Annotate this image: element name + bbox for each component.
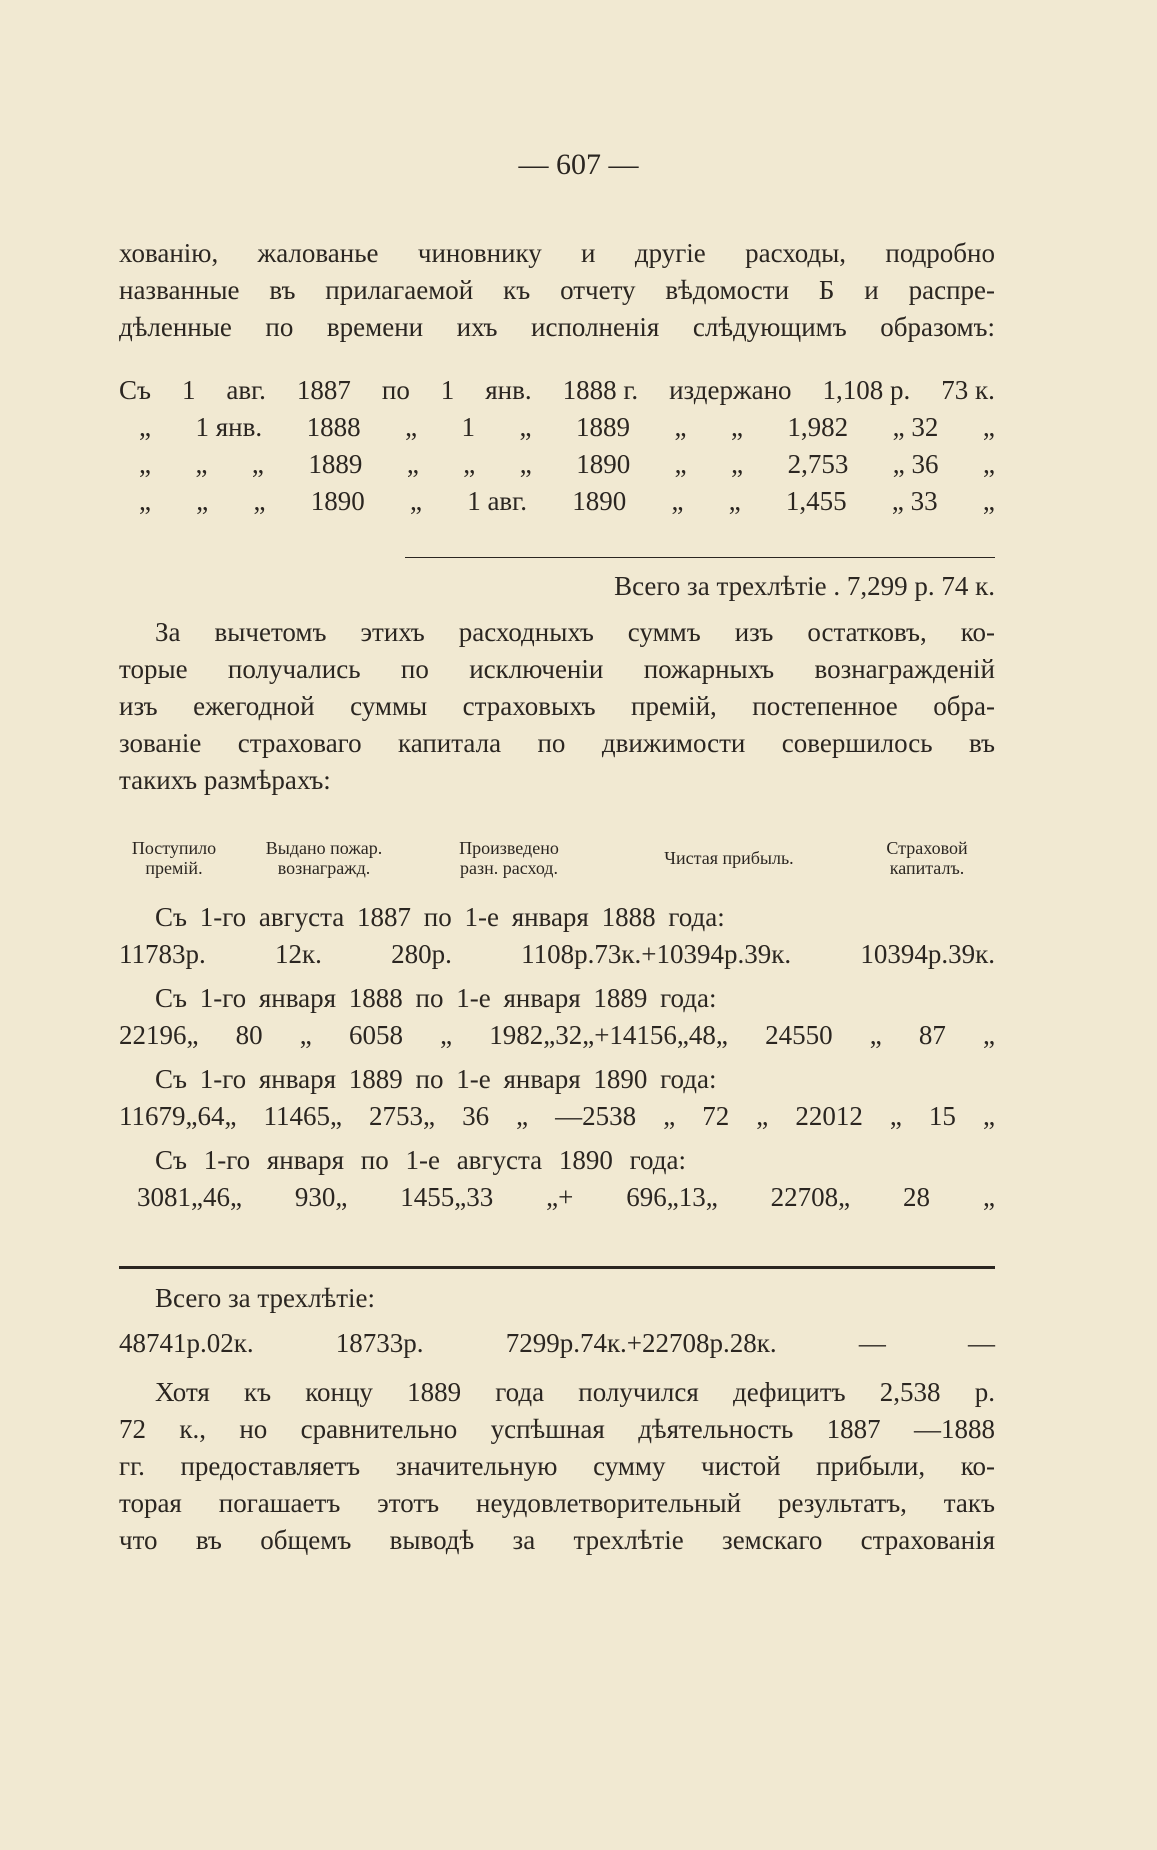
cell: 11679„64„ [119,1101,237,1131]
cell: 6058 [348,1020,403,1050]
header-col [629,848,829,868]
cell: 72 [702,1101,730,1131]
period-label: Съ 1-го января 1889 по 1-е января 1890 года: [155,1064,717,1094]
cell: 1108р.73к.+10394р.39к. [521,939,792,969]
text-line: зованіе страховаго капитала по движимости совершилось въ [119,728,995,758]
cell: 18733р. [335,1328,424,1358]
cell: „ [889,1101,902,1131]
table-headers [119,838,995,886]
cell: 2,753 [787,449,849,479]
cell: 1 [181,375,196,405]
final-paragraph [119,1374,995,1559]
text-line: названные въ прилагаемой къ отчету вѣдомости Б и распре- [119,275,995,305]
cell: 28 [903,1182,931,1212]
cell: 1,455 [785,486,847,516]
cell: 1890 [576,449,631,479]
cell: 1 янв. [195,412,263,442]
cell: —2538 [555,1101,637,1131]
cell: 280р. [391,939,452,969]
cell: по [381,375,410,405]
cell: „ [516,1101,529,1131]
cell: 1,982 [787,412,849,442]
cell: „ 36 [892,449,939,479]
text-line: такихъ размѣрахъ: [119,765,331,795]
cell: „ [440,1020,453,1050]
text-line: что въ общемъ выводѣ за трехлѣтіе земскаго страхованія [119,1525,995,1555]
period-values [119,1098,995,1135]
cell: 1888 [306,412,361,442]
text-line: торые получались по исключеніи пожарныхъ вознагражденій [119,654,995,684]
cell: „ [982,486,995,516]
cell: „ [671,486,684,516]
cell: „ [674,449,687,479]
cell: Съ [119,375,151,405]
cell: 1890 [310,486,365,516]
total-line: Всего за трехлѣтіе . 7,299 р. 74 к. [614,571,995,601]
header-text: Страховой [886,838,968,858]
period-label: Съ 1-го августа 1887 по 1-е января 1888 года: [155,902,725,932]
cell: 22708„ [770,1182,851,1212]
cell: „ [253,486,266,516]
cell: „ [663,1101,676,1131]
cell: 11465„ [263,1101,342,1131]
cell: 11783р. [119,939,206,969]
header-text: Поступило [131,838,217,858]
period-values [119,936,995,973]
text-line: хованію, жалованье чиновнику и другіе расходы, подробно [119,238,995,268]
header-col [859,838,995,878]
text-line: Хотя къ концу 1889 года получился дефицитъ 2,538 р. [155,1377,995,1407]
header-text: Выдано пожар. [265,838,383,858]
cell: 1 авг. [467,486,527,516]
header-text: разн. расход. [460,858,558,878]
header-col [439,838,579,878]
cell: „ [405,412,418,442]
cell: 7299р.74к.+22708р.28к. [505,1328,777,1358]
cell: „ [756,1101,769,1131]
capital-total [119,1280,995,1362]
cell: „ [299,1020,312,1050]
text-line: дѣленные по времени ихъ исполненія слѣдующимъ образомъ: [119,312,995,342]
cell: „ [409,486,422,516]
cell: „ [139,412,151,442]
header-text: Произведено [459,838,559,858]
expense-row [119,483,995,520]
cell: 22196„ [119,1020,199,1050]
cell: „ [519,412,532,442]
cell: 1 [461,412,476,442]
cell: 1,108 р. [822,375,911,405]
header-text: Чистая прибыль. [664,848,794,868]
period-label: Съ 1-го января по 1-е августа 1890 года: [155,1145,686,1175]
cell: 10394р.39к. [860,939,995,969]
cell: 1890 [572,486,627,516]
intro-paragraph [119,235,995,346]
text-line: За вычетомъ этихъ расходныхъ суммъ изъ остатковъ, ко- [155,617,995,647]
cell: 1887 [296,375,351,405]
text-line: торая погашаетъ этотъ неудовлетворительный результатъ, такъ [119,1488,995,1518]
cell: 1982„32„+14156„48„ [489,1020,728,1050]
cell: 1455„33 [400,1182,494,1212]
cell: издержано [669,375,792,405]
cell: „ [519,449,532,479]
cell: „ [728,486,741,516]
cell: авг. [226,375,266,405]
cell: „ [983,1020,995,1050]
cell: „ [139,486,151,516]
cell: 1888 г. [562,375,639,405]
divider [405,557,995,558]
cell: янв. [485,375,532,405]
cell: „ [674,412,687,442]
middle-paragraph [119,614,995,799]
total-values [119,1325,995,1362]
expense-table [119,372,995,520]
capital-table [119,899,995,1216]
cell: 1889 [308,449,363,479]
cell: 930„ [294,1182,348,1212]
header-text: премій. [145,858,203,878]
cell: „ 33 [891,486,938,516]
expense-row [119,372,995,409]
cell: „ [406,449,419,479]
cell: „ [195,449,208,479]
cell: „ [139,449,151,479]
cell: 696„13„ [626,1182,718,1212]
cell: 36 [462,1101,490,1131]
cell: 87 [918,1020,946,1050]
cell: „ [251,449,264,479]
cell: 24550 [765,1020,833,1050]
cell: — [967,1328,995,1358]
cell: „ [463,449,476,479]
cell: 12к. [275,939,322,969]
period-values [119,1179,995,1216]
page-number: — 607 — [518,148,639,181]
cell: 1 [440,375,455,405]
header-col [249,838,399,878]
cell: „ [196,486,209,516]
text-line: 72 к., но сравнительно успѣшная дѣятельность 1887 —1888 [119,1414,995,1444]
cell: „ 32 [892,412,939,442]
cell: „+ [546,1182,574,1212]
cell: 2753„ [369,1101,436,1131]
header-text: капиталъ. [889,858,965,878]
cell: „ [982,412,995,442]
cell: „ [730,412,743,442]
cell: 48741р.02к. [119,1328,254,1358]
cell: 15 [928,1101,956,1131]
cell: 73 к. [941,375,995,405]
period-values [119,1017,995,1054]
cell: 80 [235,1020,263,1050]
expense-row [119,446,995,483]
total-label: Всего за трехлѣтіе: [155,1283,376,1313]
total-divider [119,1266,995,1269]
cell: 1889 [575,412,630,442]
cell: „ [982,1182,995,1212]
header-col [119,838,229,878]
cell: „ [869,1020,882,1050]
cell: „ [982,1101,995,1131]
period-label: Съ 1-го января 1888 по 1-е января 1889 года: [155,983,717,1013]
cell: — [858,1328,886,1358]
expense-total [119,568,995,605]
expense-row [119,409,995,446]
text-line: гг. предоставляетъ значительную сумму чистой прибыли, ко- [119,1451,995,1481]
cell: 22012 [795,1101,863,1131]
cell: „ [731,449,744,479]
header-text: вознагражд. [277,858,371,878]
cell: 3081„46„ [137,1182,242,1212]
cell: „ [982,449,995,479]
text-line: изъ ежегодной суммы страховыхъ премій, постепенное обра- [119,691,995,721]
